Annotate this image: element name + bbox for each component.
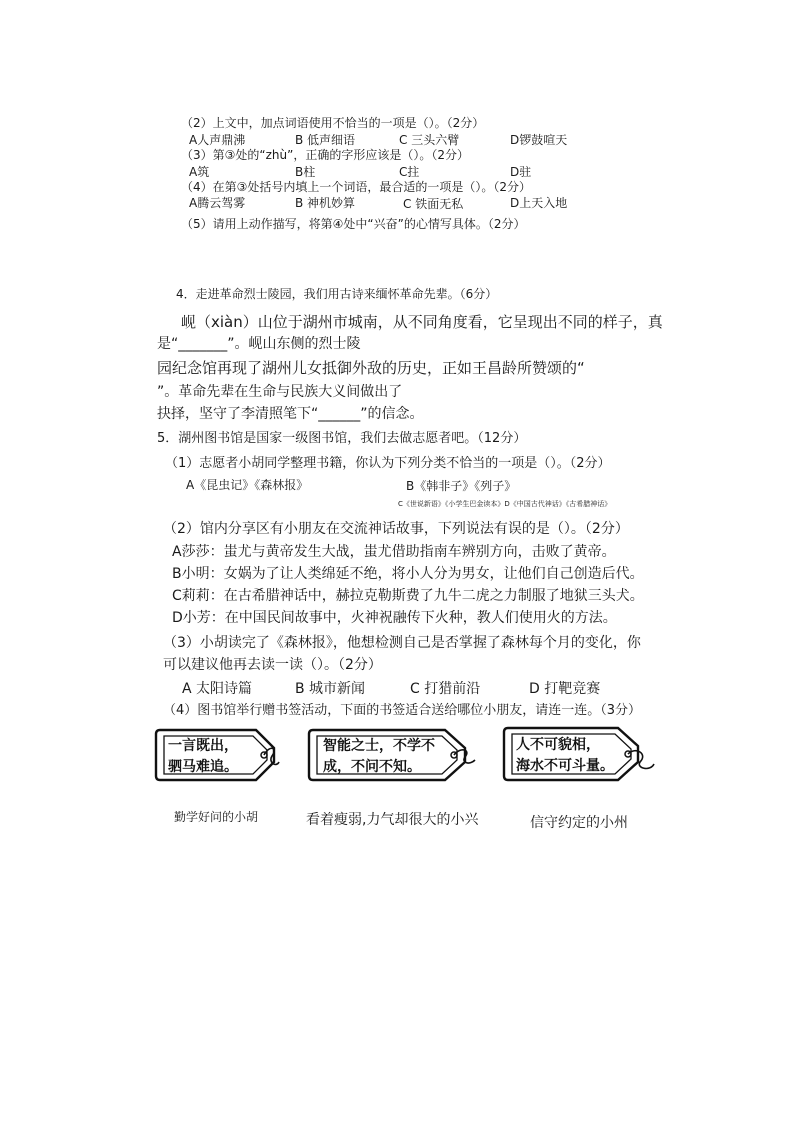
bookmark-card-2-line-1: 智能之士，不学不: [323, 738, 435, 754]
q4-line-1: 岘（xiàn）山位于湖州市城南，从不同角度看，它呈现出不同的样子，真: [181, 313, 663, 331]
q5-p2-option-a: A莎莎：蚩尤与黄帝发生大战，蚩尤借助指南车辨别方向，击败了黄帝。: [172, 544, 616, 560]
q3-p3-option-a: A筑: [189, 165, 210, 179]
q4-line-2: 是“_______”。岘山东侧的烈士陵: [157, 336, 361, 352]
q3-p3-option-c: C拄: [399, 165, 420, 179]
q5-p3-stem-line-2: 可以建议他再去读一读（）。（2分）: [163, 657, 382, 673]
bookmark-card-3[interactable]: [500, 724, 660, 784]
q3-p4-option-d: D上天入地: [510, 196, 568, 210]
q5-p1-option-cd: C《世说新语》《小学生巴金读本》D《中国古代神话》《古希腊神话》: [398, 500, 612, 508]
q4-line-4: ”。革命先辈在生命与民族大义间做出了: [157, 384, 403, 400]
q3-p2-option-c: C 三头六臂: [399, 133, 460, 147]
q5-p2-option-c: C莉莉：在古希腊神话中，赫拉克勒斯费了九牛二虎之力制服了地狱三头犬。: [172, 588, 644, 604]
q3-p3-option-b: B柱: [295, 165, 316, 179]
q3-p2-option-b: B 低声细语: [295, 133, 356, 147]
q5-title: 5．湖州图书馆是国家一级图书馆，我们去做志愿者吧。（12分）: [157, 431, 527, 446]
q5-p2-option-b: B小明：女娲为了让人类绵延不绝，将小人分为男女，让他们自己创造后代。: [172, 566, 644, 582]
bookmark-card-1-line-1: 一言既出，: [168, 738, 238, 754]
q5-p3-option-a: A 太阳诗篇: [182, 681, 253, 697]
kid-label-1: 勤学好问的小胡: [174, 810, 259, 824]
bookmark-card-3-line-2: 海水不可斗量。: [516, 758, 614, 774]
q3-p5-stem: （5）请用上动作描写，将第④处中“兴奋”的心情写具体。（2分）: [181, 217, 526, 231]
q3-p4-option-c: C 铁面无私: [403, 197, 464, 211]
q3-p4-option-b: B 神机妙算: [295, 196, 356, 210]
q5-p3-option-c: C 打猎前沿: [410, 681, 481, 697]
q5-p3-option-d: D 打靶竞赛: [529, 681, 601, 697]
bookmark-card-3-line-1: 人不可貌相，: [516, 737, 600, 753]
q5-p3-option-b: B 城市新闻: [295, 681, 366, 697]
kid-label-2: 看着瘦弱,力气却很大的小兴: [306, 812, 479, 828]
q3-p2-option-d: D锣鼓喧天: [510, 133, 568, 147]
bookmark-card-1-line-2: 驷马难追。: [168, 759, 238, 775]
q5-p4-stem: （4）图书馆举行赠书签活动，下面的书签适合送给哪位小朋友，请连一连。（3分）: [163, 703, 642, 718]
q5-p1-option-a: A《昆虫记》《森林报》: [186, 478, 309, 492]
q5-p1-option-b: B《韩非子》《列子》: [406, 479, 517, 493]
q5-p2-option-d: D小芳：在中国民间故事中，火神祝融传下火种，教人们使用火的方法。: [172, 610, 617, 626]
kid-label-3: 信守约定的小州: [530, 815, 628, 831]
q3-p4-option-a: A腾云驾雾: [189, 196, 246, 210]
q3-p3-stem: （3）第③处的“zhù”，正确的字形应该是（）。（2分）: [181, 148, 469, 162]
q3-p2-option-a: A人声鼎沸: [189, 133, 246, 147]
bookmark-card-2-line-2: 成，不问不知。: [323, 759, 421, 775]
q3-p3-option-d: D驻: [510, 165, 532, 179]
q4-title: 4．走进革命烈士陵园，我们用古诗来缅怀革命先辈。（6分）: [176, 287, 498, 301]
q5-p3-stem-line-1: （3）小胡读完了《森林报》，他想检测自己是否掌握了森林每个月的变化，你: [163, 635, 641, 651]
q3-p2-stem: （2）上文中，加点词语使用不恰当的一项是（）。（2分）: [181, 116, 485, 130]
bookmark-card-2[interactable]: [305, 726, 477, 784]
q5-p2-stem: （2）馆内分享区有小朋友在交流神话故事，下列说法有误的是（）。（2分）: [163, 521, 629, 537]
q4-line-3: 园纪念馆再现了湖州儿女抵御外敌的历史，正如王昌龄所赞颂的“: [157, 359, 585, 377]
q4-line-5: 抉择，坚守了李清照笔下“______”的信念。: [157, 406, 424, 422]
q3-p4-stem: （4）在第③处括号内填上一个词语，最合适的一项是（）。（2分）: [181, 180, 532, 194]
bookmark-card-1[interactable]: [152, 726, 280, 784]
q5-p1-stem: （1）志愿者小胡同学整理书籍，你认为下列分类不恰当的一项是（）。（2分）: [165, 456, 611, 471]
